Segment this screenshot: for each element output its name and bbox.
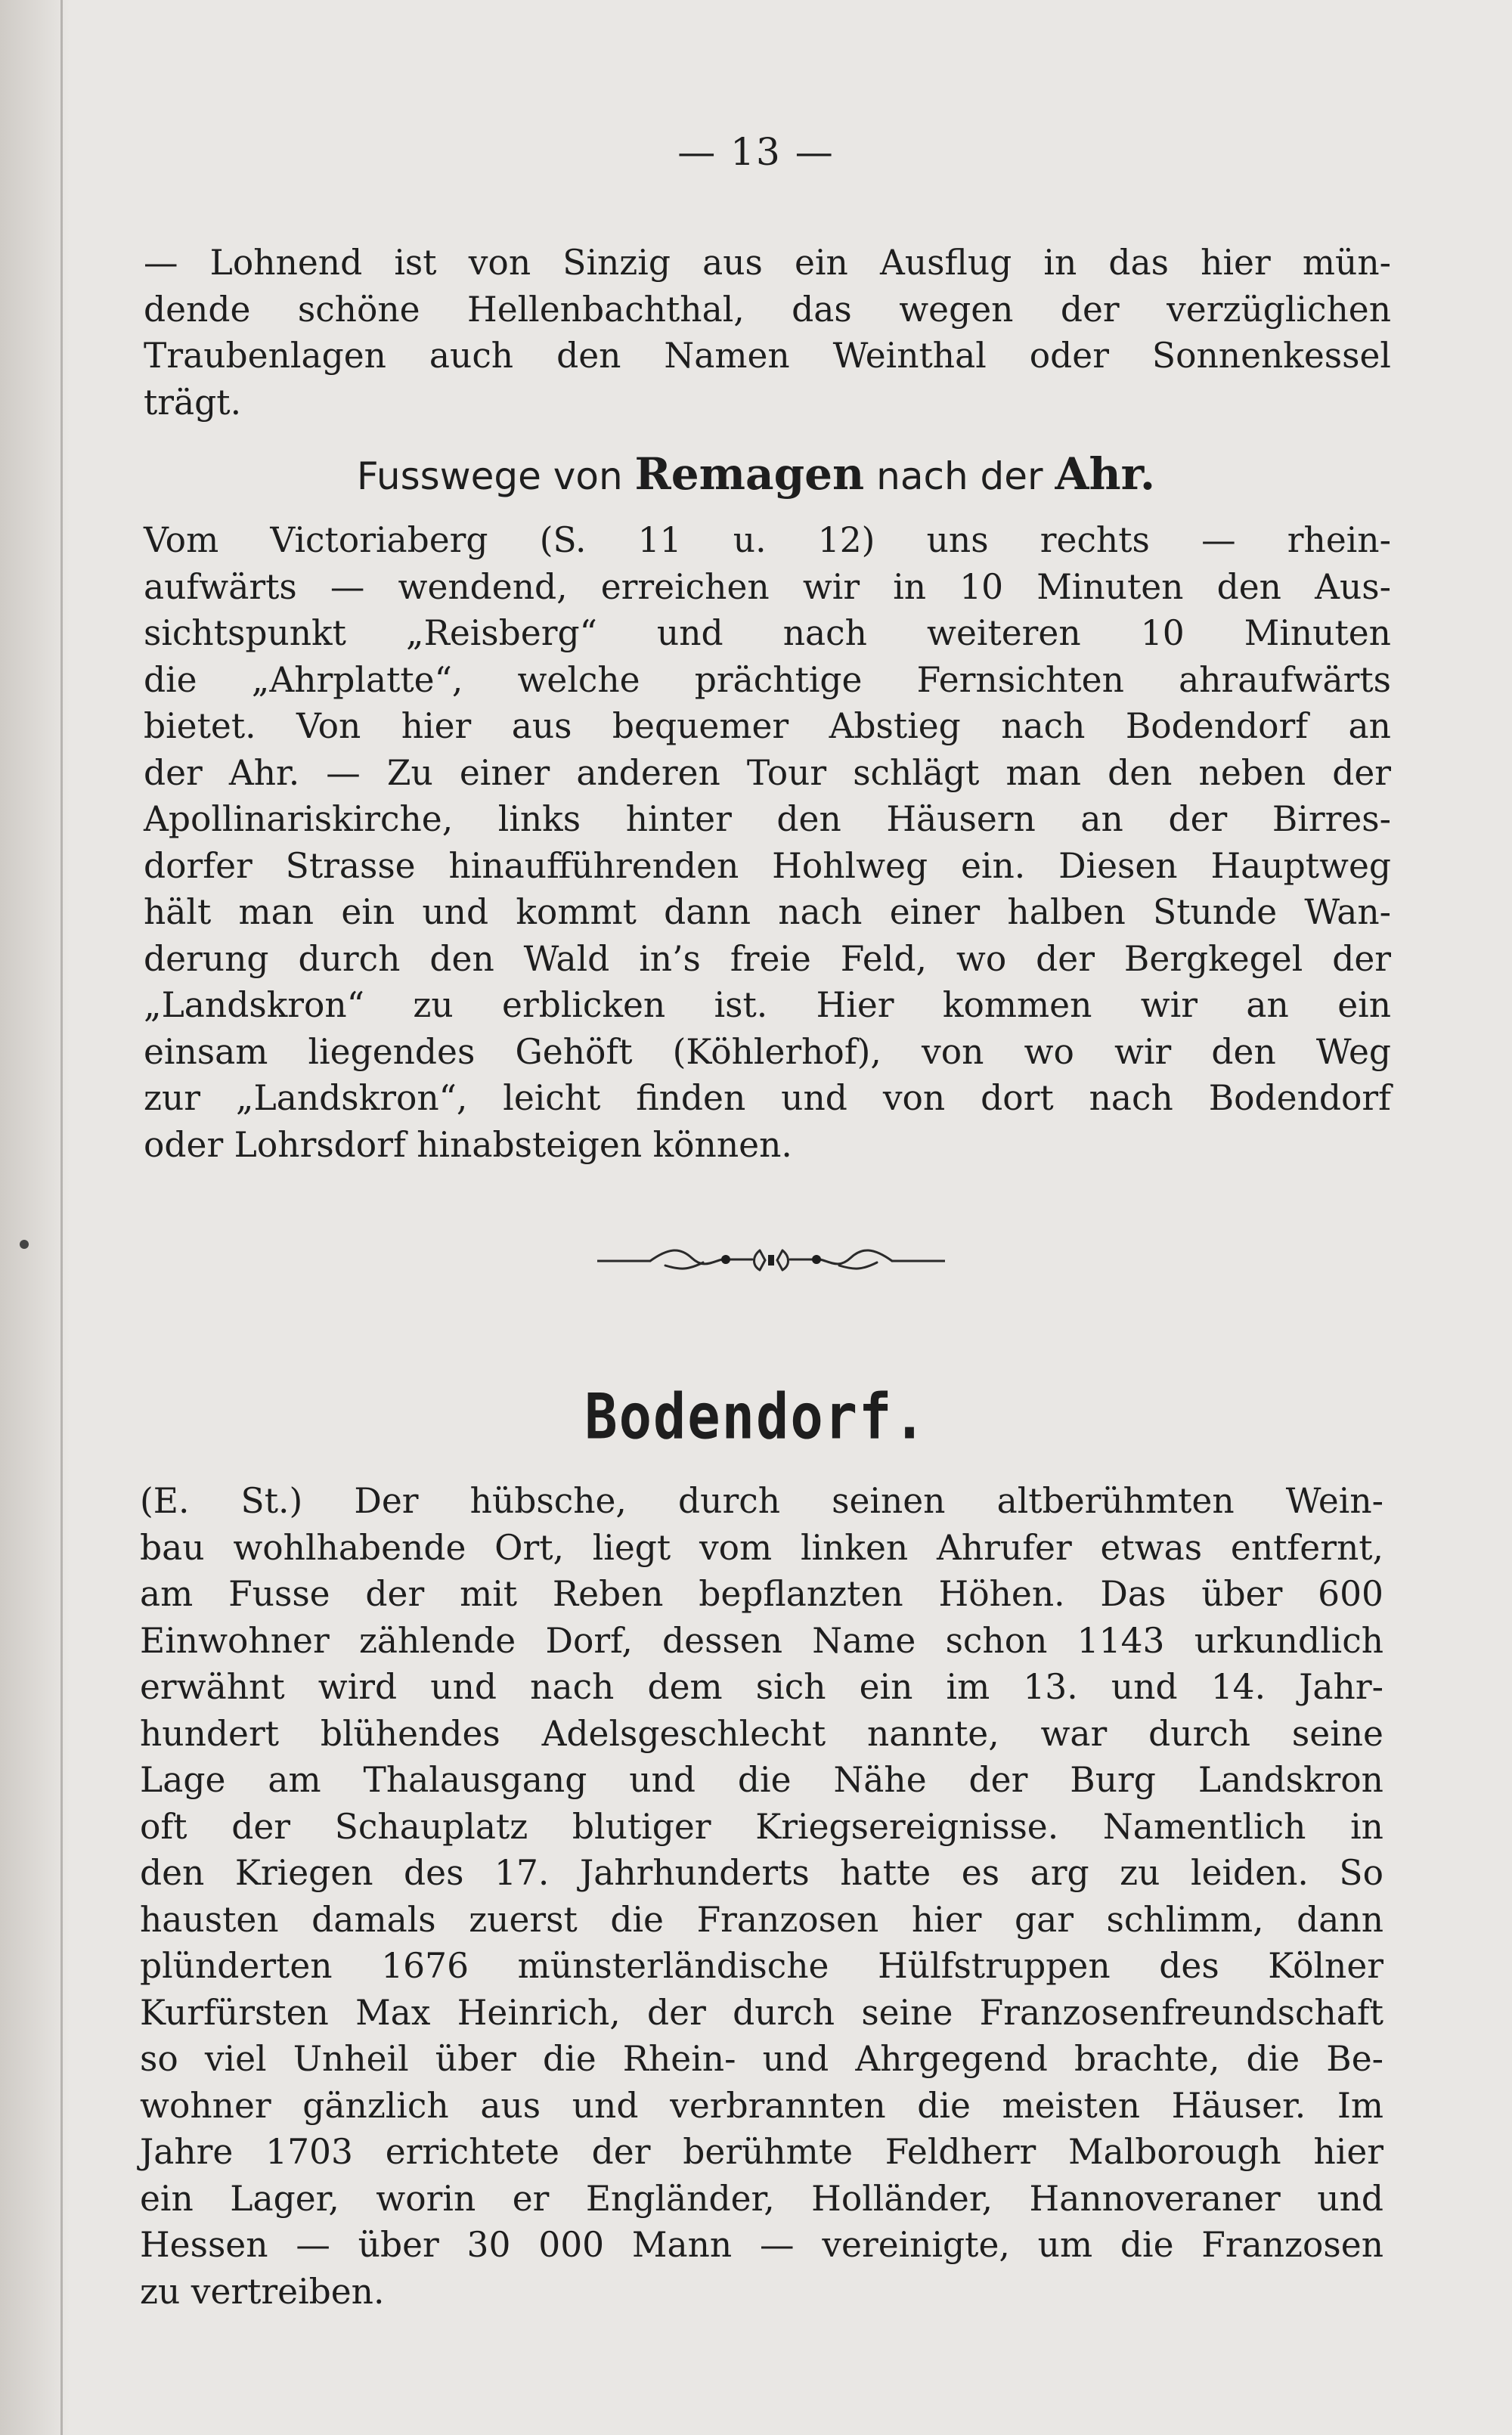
text-line: einsam liegendes Gehöft (Köhlerhof), von wo wir den Weg bbox=[144, 1031, 1391, 1072]
text-line: ein Lager, worin er Engländer, Holländer, Hannoveraner und bbox=[140, 2178, 1383, 2219]
text-line: aufwärts — wendend, erreichen wir in 10 Minuten den Aus- bbox=[144, 566, 1391, 607]
text-line: erwähnt wird und nach dem sich ein im 13. und 14. Jahr- bbox=[140, 1667, 1383, 1707]
text-line: derung durch den Wald in’s freie Feld, wo der Bergkegel der bbox=[144, 938, 1391, 979]
vine-ornament-icon bbox=[597, 1240, 945, 1278]
text-line: Vom Victoriaberg (S. 11 u. 12) uns rechts — rhein- bbox=[144, 520, 1391, 560]
paragraph-bodendorf bbox=[140, 1478, 1383, 2315]
text-line: — Lohnend ist von Sinzig aus ein Ausflug in das hier mün- bbox=[144, 243, 1391, 283]
text-line: wohner gänzlich aus und verbrannten die meisten Häuser. Im bbox=[140, 2085, 1383, 2126]
text-line: trägt. bbox=[144, 382, 242, 423]
page-binding-shadow bbox=[0, 0, 70, 2435]
text-line: bietet. Von hier aus bequemer Abstieg nach Bodendorf an bbox=[144, 706, 1391, 746]
heading-fusswege bbox=[0, 448, 1512, 500]
heading-fusswege-remagen: Remagen bbox=[634, 448, 865, 500]
text-line: den Kriegen des 17. Jahrhunderts hatte es arg zu leiden. So bbox=[140, 1853, 1383, 1893]
text-line: (E. St.) Der hübsche, durch seinen altberühmten Wein- bbox=[140, 1481, 1383, 1521]
text-line: sichtspunkt „Reisberg“ und nach weiteren 10 Minuten bbox=[144, 613, 1391, 653]
text-line: so viel Unheil über die Rhein- und Ahrgegend brachte, die Be- bbox=[140, 2039, 1383, 2079]
text-line: „Landskron“ zu erblicken ist. Hier kommen wir an ein bbox=[144, 985, 1391, 1025]
text-line: hundert blühendes Adelsgeschlecht nannte, war durch seine bbox=[140, 1713, 1383, 1754]
text-line: Jahre 1703 errichtete der berühmte Feldherr Malborough hier bbox=[140, 2132, 1383, 2172]
text-line: Hessen — über 30 000 Mann — vereinigte, um die Franzosen bbox=[140, 2225, 1383, 2265]
text-line: Traubenlagen auch den Namen Weinthal oder Sonnenkessel bbox=[144, 336, 1391, 376]
text-line: am Fusse der mit Reben bepflanzten Höhen. Das über 600 bbox=[140, 1574, 1383, 1614]
heading-fusswege-mid: nach der bbox=[864, 454, 1055, 498]
paragraph-intro bbox=[144, 240, 1391, 426]
text-line: plünderten 1676 münsterländische Hülfstruppen des Kölner bbox=[140, 1946, 1383, 1986]
text-line: Apollinariskirche, links hinter den Häusern an der Birres- bbox=[144, 799, 1391, 839]
text-line: Kurfürsten Max Heinrich, der durch seine Franzosenfreundschaft bbox=[140, 1992, 1383, 2033]
paragraph-fusswege bbox=[144, 517, 1391, 1168]
text-line: zu vertreiben. bbox=[140, 2271, 385, 2312]
text-line: die „Ahrplatte“, welche prächtige Fernsichten ahraufwärts bbox=[144, 659, 1391, 700]
heading-fusswege-pre: Fusswege von bbox=[356, 454, 635, 498]
text-line: oder Lohrsdorf hinabsteigen können. bbox=[144, 1124, 792, 1165]
text-line: Einwohner zählende Dorf, dessen Name schon 1143 urkundlich bbox=[140, 1620, 1383, 1661]
binding-line bbox=[60, 0, 63, 2435]
text-line: bau wohlhabende Ort, liegt vom linken Ahrufer etwas entfernt, bbox=[140, 1527, 1383, 1568]
text-line: dorfer Strasse hinaufführenden Hohlweg ein. Diesen Hauptweg bbox=[144, 845, 1391, 886]
text-line: der Ahr. — Zu einer anderen Tour schlägt man den neben der bbox=[144, 752, 1391, 793]
ink-speck bbox=[20, 1240, 29, 1249]
text-line: Lage am Thalausgang und die Nähe der Burg Landskron bbox=[140, 1760, 1383, 1800]
text-line: hausten damals zuerst die Franzosen hier gar schlimm, dann bbox=[140, 1899, 1383, 1940]
text-line: oft der Schauplatz blutiger Kriegsereignisse. Namentlich in bbox=[140, 1806, 1383, 1847]
heading-bodendorf: Bodendorf. bbox=[584, 1380, 928, 1454]
heading-fusswege-ahr: Ahr. bbox=[1055, 448, 1156, 500]
text-line: hält man ein und kommt dann nach einer halben Stunde Wan- bbox=[144, 892, 1391, 932]
text-line: dende schöne Hellenbachthal, das wegen der verzüglichen bbox=[144, 289, 1391, 330]
text-line: zur „Landskron“, leicht finden und von dort nach Bodendorf bbox=[144, 1078, 1391, 1118]
page-number: — 13 — bbox=[677, 130, 835, 174]
